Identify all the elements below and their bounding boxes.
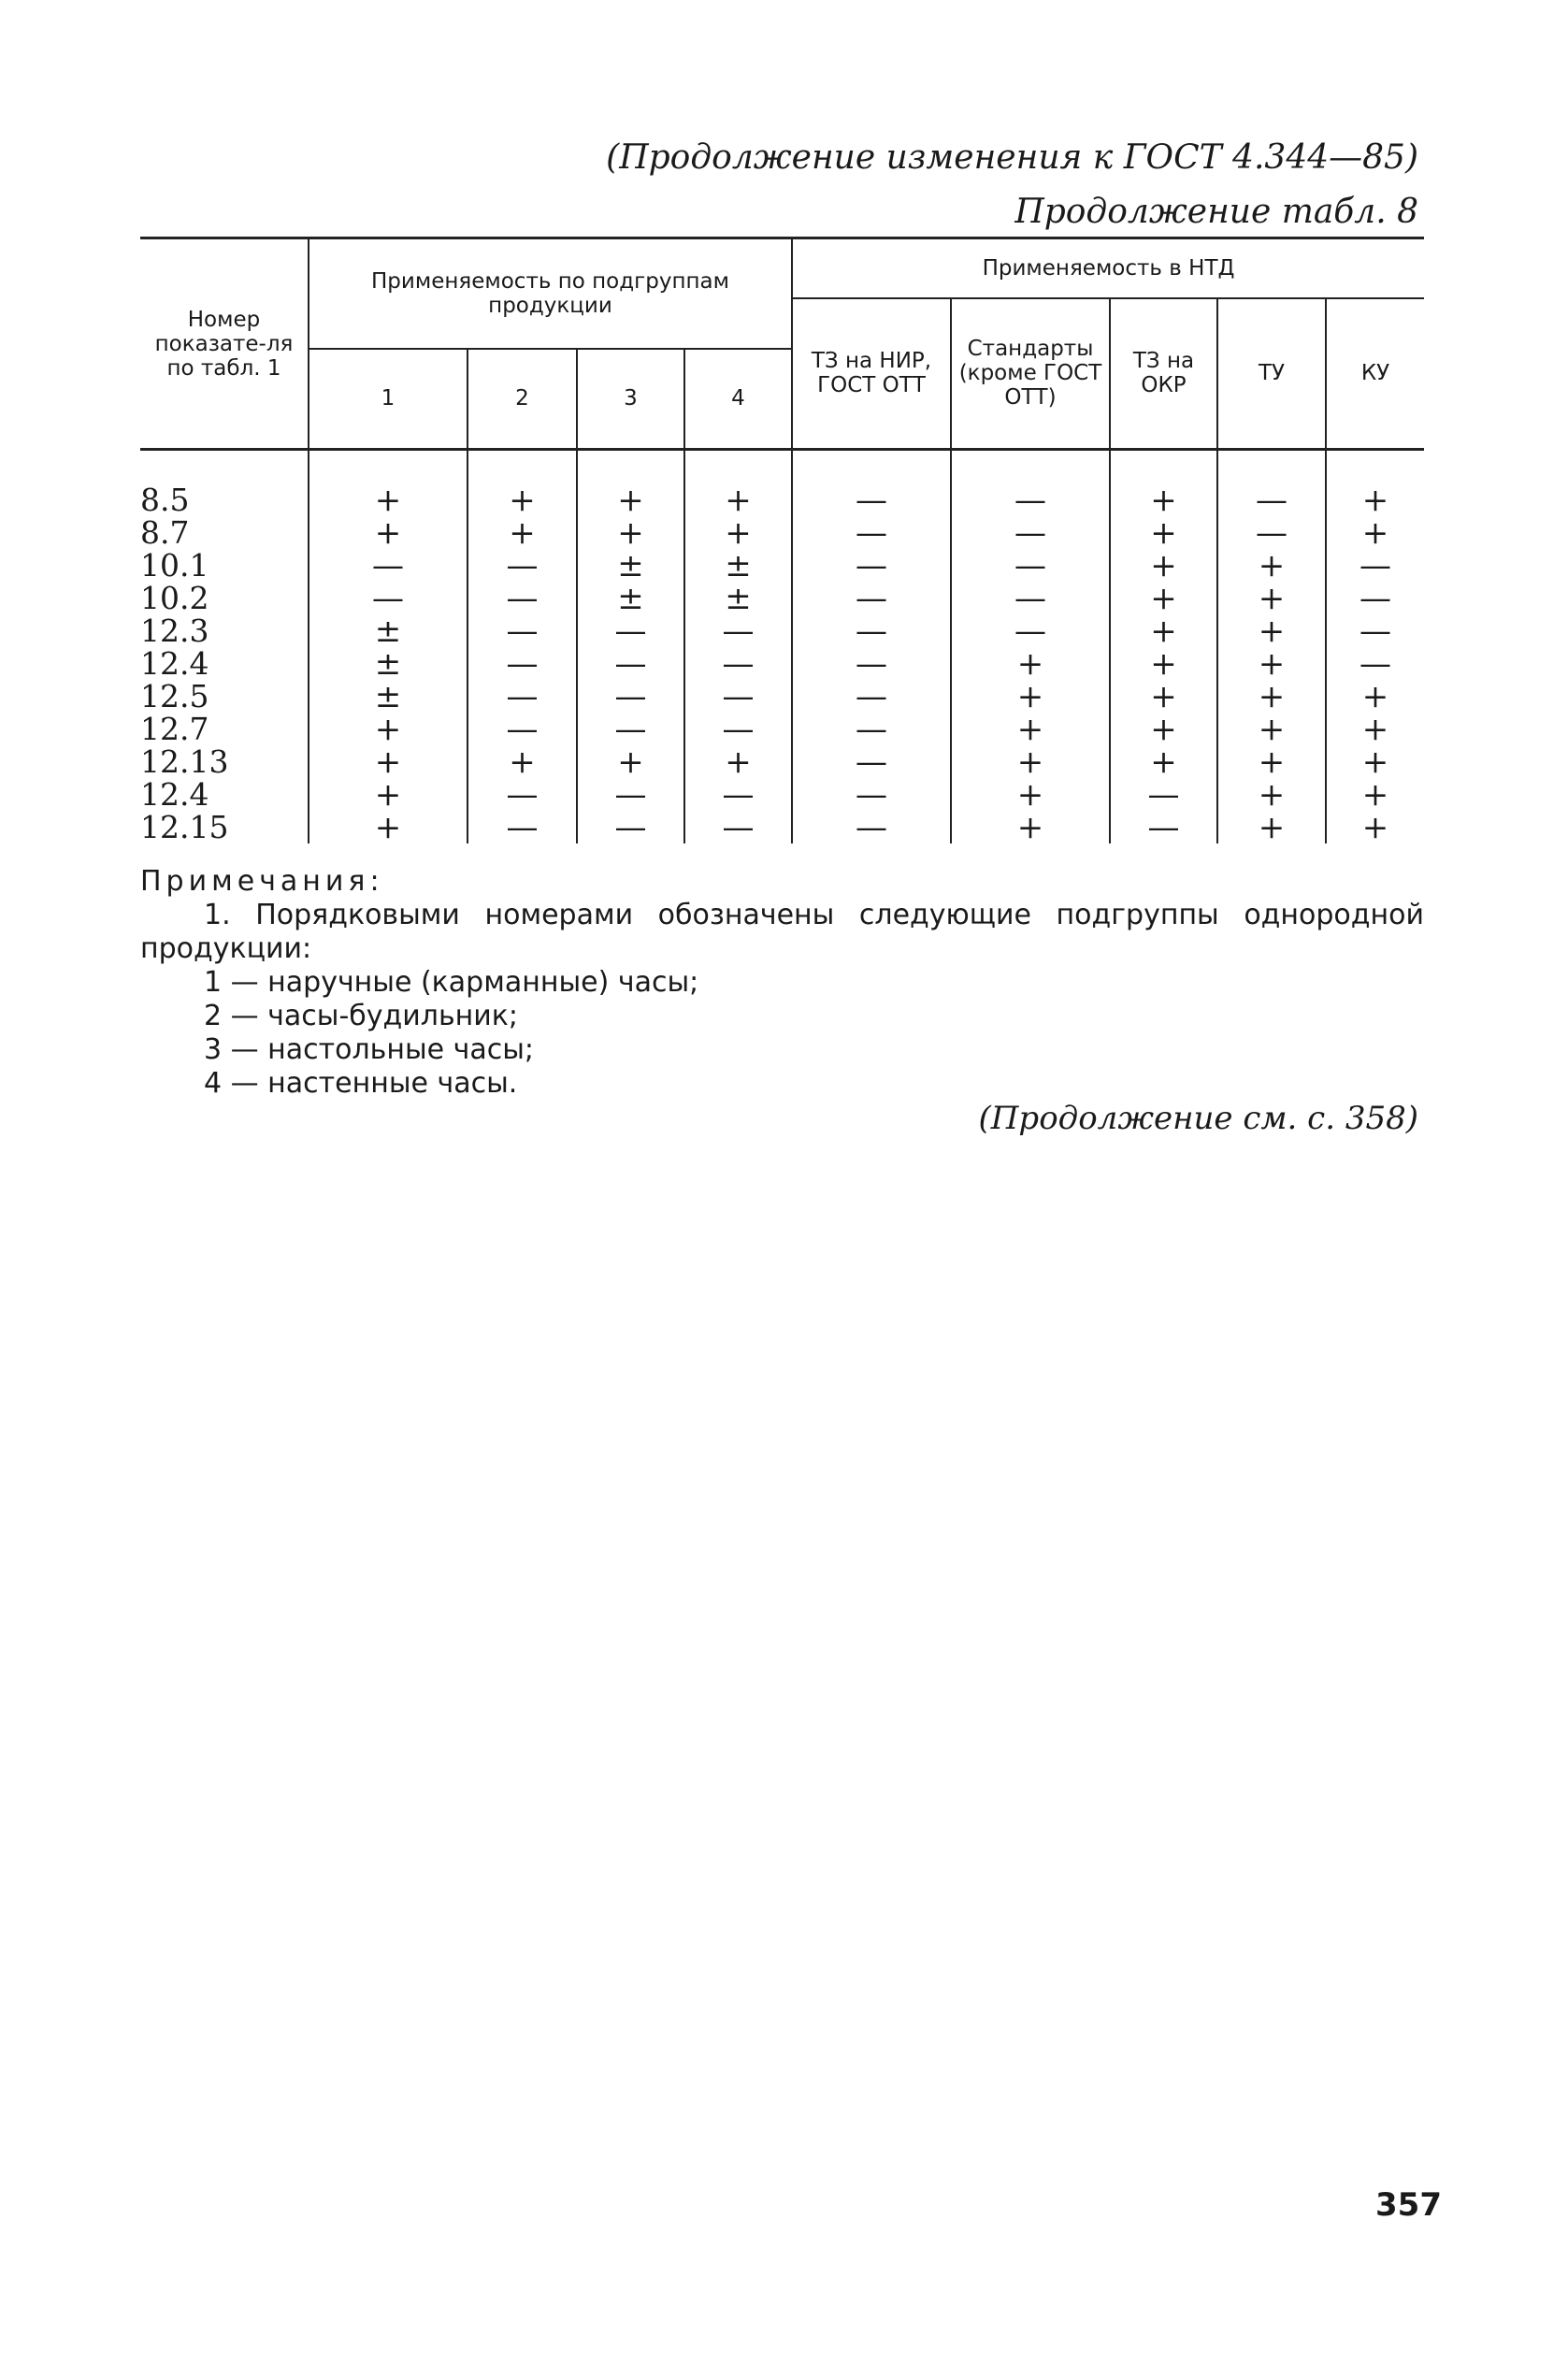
applicability-cell (1110, 742, 1217, 781)
doc-type-header: ТЗ на НИР, ГОСТ ОТТ (792, 298, 951, 450)
applicability-mark: + (1150, 546, 1177, 584)
applicability-cell (577, 710, 684, 748)
applicability-cell (1217, 546, 1326, 584)
applicability-mark: + (1150, 677, 1177, 715)
applicability-cell (1326, 546, 1424, 584)
applicability-cell (577, 513, 684, 552)
applicability-mark: — (506, 775, 539, 814)
applicability-mark: + (1016, 710, 1044, 748)
notes-section (140, 865, 1424, 1101)
applicability-mark: + (617, 513, 644, 552)
row-number: 12.15 (140, 808, 229, 845)
applicability-mark: — (1014, 481, 1046, 519)
applicability-cell (684, 579, 792, 617)
applicability-cell (468, 644, 577, 683)
table-row (140, 778, 1424, 811)
applicability-cell (468, 808, 577, 846)
applicability-cell (951, 710, 1110, 748)
applicability-cell (468, 546, 577, 584)
applicability-mark: + (1150, 710, 1177, 748)
row-number: 12.4 (140, 775, 209, 813)
applicability-mark: — (506, 710, 539, 748)
applicability-cell (1217, 579, 1326, 617)
applicability-mark: + (725, 513, 752, 552)
applicability-mark: + (1016, 644, 1044, 683)
applicability-mark: + (1150, 513, 1177, 552)
applicability-mark: + (725, 742, 752, 781)
applicability-mark: — (1359, 579, 1392, 617)
applicability-cell (684, 612, 792, 650)
applicability-cell (1110, 677, 1217, 715)
applicability-mark: — (506, 808, 539, 846)
subgroup-header: 2 (468, 349, 577, 450)
doc-type-header: ТЗ на ОКР (1110, 298, 1217, 450)
table-continuation-header: Продолжение табл. 8 (1014, 193, 1418, 231)
applicability-mark: + (1258, 710, 1286, 748)
applicability-cell (1110, 808, 1217, 846)
applicability-mark: + (374, 481, 402, 519)
row-number: 8.7 (140, 513, 190, 551)
applicability-cell (1217, 775, 1326, 814)
applicability-mark: — (1359, 644, 1392, 683)
table-row (140, 614, 1424, 647)
applicability-mark: + (509, 513, 536, 552)
applicability-cell (792, 775, 951, 814)
applicability-mark: + (1258, 808, 1286, 846)
applicability-cell (1217, 481, 1326, 519)
applicability-cell (951, 775, 1110, 814)
applicability-cell (1110, 710, 1217, 748)
applicability-mark: + (1361, 808, 1389, 846)
applicability-cell (309, 513, 468, 552)
row-number: 12.7 (140, 710, 209, 747)
applicability-mark: — (614, 612, 647, 650)
applicability-cell (1326, 775, 1424, 814)
table-row (140, 582, 1424, 614)
applicability-cell (1217, 808, 1326, 846)
applicability-mark: — (722, 677, 755, 715)
applicability-cell (792, 644, 951, 683)
applicability-mark: — (1359, 612, 1392, 650)
applicability-mark: + (1016, 677, 1044, 715)
subgroup-applicability-header: Применяемость по подгруппам продукции (309, 238, 792, 349)
applicability-mark: — (506, 677, 539, 715)
applicability-mark: + (617, 742, 644, 781)
applicability-mark: — (1014, 513, 1046, 552)
applicability-cell (577, 644, 684, 683)
applicability-cell (1110, 775, 1217, 814)
applicability-cell (792, 513, 951, 552)
notes-title: Примечания: (140, 865, 384, 898)
applicability-mark: — (372, 546, 404, 584)
table-body (140, 450, 1424, 844)
applicability-mark: + (1361, 481, 1389, 519)
applicability-cell (577, 808, 684, 846)
applicability-cell (792, 742, 951, 781)
applicability-cell (951, 677, 1110, 715)
applicability-cell (1217, 612, 1326, 650)
applicability-mark: + (1361, 677, 1389, 715)
applicability-mark: — (1014, 579, 1046, 617)
applicability-cell (309, 644, 468, 683)
applicability-mark: + (1016, 775, 1044, 814)
applicability-cell (468, 677, 577, 715)
applicability-mark: + (1150, 644, 1177, 683)
applicability-cell (1217, 677, 1326, 715)
applicability-mark: + (1361, 710, 1389, 748)
applicability-cell (577, 546, 684, 584)
applicability-mark: — (1014, 612, 1046, 650)
applicability-mark: — (614, 775, 647, 814)
applicability-mark: + (374, 775, 402, 814)
applicability-cell (577, 579, 684, 617)
applicability-cell (1110, 644, 1217, 683)
applicability-cell (684, 677, 792, 715)
row-number: 8.5 (140, 481, 190, 518)
applicability-mark: — (506, 546, 539, 584)
note-item: 1 — наручные (карманные) часы; (204, 966, 699, 999)
row-number: 10.1 (140, 546, 209, 584)
applicability-mark: + (374, 513, 402, 552)
applicability-mark: + (374, 742, 402, 781)
applicability-cell (309, 775, 468, 814)
applicability-cell (577, 677, 684, 715)
applicability-cell (1326, 677, 1424, 715)
applicability-cell (1110, 612, 1217, 650)
applicability-mark: — (614, 644, 647, 683)
applicability-cell (684, 546, 792, 584)
applicability-cell (1326, 644, 1424, 683)
applicability-mark: ± (725, 579, 752, 617)
applicability-mark: + (374, 808, 402, 846)
applicability-cell (951, 546, 1110, 584)
applicability-cell (684, 644, 792, 683)
applicability-cell (1326, 808, 1424, 846)
applicability-cell (951, 579, 1110, 617)
applicability-cell (309, 579, 468, 617)
applicability-cell (1326, 742, 1424, 781)
applicability-cell (577, 612, 684, 650)
applicability-cell (951, 742, 1110, 781)
applicability-cell (951, 481, 1110, 519)
applicability-mark: — (506, 612, 539, 650)
applicability-mark: — (856, 775, 887, 814)
applicability-mark: + (1016, 808, 1044, 846)
applicability-cell (1326, 579, 1424, 617)
row-number: 10.2 (140, 579, 209, 616)
applicability-mark: + (725, 481, 752, 519)
row-number: 12.4 (140, 644, 209, 682)
applicability-cell (309, 677, 468, 715)
applicability-cell (309, 612, 468, 650)
applicability-cell (792, 612, 951, 650)
applicability-cell (309, 742, 468, 781)
applicability-mark: — (856, 644, 887, 683)
applicability-mark: ± (617, 579, 644, 617)
applicability-mark: — (1147, 808, 1180, 846)
applicability-cell (577, 742, 684, 781)
continued-note: (Продолжение см. с. 358) (978, 1100, 1418, 1137)
row-number: 12.5 (140, 677, 209, 714)
applicability-mark: + (1258, 579, 1286, 617)
applicability-mark: — (1256, 513, 1287, 552)
applicability-mark: — (722, 644, 755, 683)
applicability-cell (1217, 513, 1326, 552)
applicability-cell (577, 775, 684, 814)
note-item: 3 — настольные часы; (204, 1033, 535, 1066)
applicability-mark: — (614, 677, 647, 715)
ntd-applicability-header: Применяемость в НТД (792, 238, 1424, 298)
continuation-header: (Продолжение изменения к ГОСТ 4.344—85) (606, 138, 1418, 177)
applicability-cell (792, 808, 951, 846)
applicability-cell (309, 808, 468, 846)
doc-type-header: ТУ (1217, 298, 1326, 450)
applicability-cell (468, 513, 577, 552)
applicability-cell (1217, 710, 1326, 748)
applicability-mark: + (1150, 742, 1177, 781)
applicability-mark: — (722, 710, 755, 748)
note-item: 4 — настенные часы. (204, 1067, 518, 1100)
applicability-mark: + (1150, 612, 1177, 650)
applicability-mark: — (1256, 481, 1287, 519)
table-row (140, 516, 1424, 549)
applicability-cell (577, 481, 684, 519)
applicability-cell (468, 612, 577, 650)
table-row (140, 745, 1424, 778)
applicability-mark: — (506, 644, 539, 683)
applicability-mark: + (1361, 513, 1389, 552)
applicability-mark: + (1150, 579, 1177, 617)
applicability-mark: — (722, 612, 755, 650)
applicability-cell (1217, 644, 1326, 683)
applicability-mark: — (722, 775, 755, 814)
applicability-mark: + (1150, 481, 1177, 519)
row-number: 12.13 (140, 742, 229, 780)
applicability-mark: — (614, 808, 647, 846)
applicability-mark: + (1258, 742, 1286, 781)
applicability-mark: ± (617, 546, 644, 584)
applicability-cell (1110, 481, 1217, 519)
applicability-cell (951, 808, 1110, 846)
table-row (140, 647, 1424, 680)
applicability-mark: + (374, 710, 402, 748)
applicability-cell (468, 579, 577, 617)
table-row (140, 811, 1424, 843)
applicability-mark: + (1016, 742, 1044, 781)
applicability-mark: — (372, 579, 404, 617)
applicability-cell (1110, 513, 1217, 552)
applicability-cell (684, 481, 792, 519)
applicability-cell (792, 710, 951, 748)
applicability-mark: + (617, 481, 644, 519)
applicability-cell (1326, 710, 1424, 748)
applicability-cell (792, 546, 951, 584)
applicability-cell (309, 710, 468, 748)
applicability-mark: + (1258, 546, 1286, 584)
table-row (140, 713, 1424, 745)
applicability-cell (684, 513, 792, 552)
applicability-cell (468, 742, 577, 781)
applicability-mark: — (856, 710, 887, 748)
applicability-cell (684, 775, 792, 814)
applicability-mark: + (509, 481, 536, 519)
applicability-mark: + (1361, 775, 1389, 814)
applicability-cell (792, 579, 951, 617)
applicability-mark: — (614, 710, 647, 748)
table-row (140, 549, 1424, 582)
applicability-mark: — (856, 513, 887, 552)
applicability-cell (951, 513, 1110, 552)
applicability-cell (309, 546, 468, 584)
applicability-mark: — (1147, 775, 1180, 814)
applicability-mark: — (506, 579, 539, 617)
subgroup-header: 3 (577, 349, 684, 450)
applicability-mark: — (856, 612, 887, 650)
applicability-mark: ± (374, 612, 402, 650)
stub-header: Номер показате-ля по табл. 1 (140, 238, 309, 450)
applicability-mark: — (722, 808, 755, 846)
applicability-mark: + (1258, 644, 1286, 683)
doc-type-header: КУ (1326, 298, 1424, 450)
applicability-mark: — (856, 808, 887, 846)
table-row (140, 680, 1424, 713)
subgroup-header: 4 (684, 349, 792, 450)
applicability-cell (1326, 513, 1424, 552)
applicability-mark: ± (725, 546, 752, 584)
applicability-mark: — (856, 742, 887, 781)
applicability-cell (684, 742, 792, 781)
applicability-mark: — (1014, 546, 1046, 584)
applicability-cell (684, 710, 792, 748)
applicability-table (140, 237, 1424, 846)
applicability-mark: + (1258, 612, 1286, 650)
applicability-cell (792, 481, 951, 519)
applicability-mark: — (1359, 546, 1392, 584)
applicability-cell (1217, 742, 1326, 781)
applicability-mark: — (856, 546, 887, 584)
applicability-cell (1110, 579, 1217, 617)
row-number: 12.3 (140, 612, 209, 649)
applicability-cell (1110, 546, 1217, 584)
applicability-cell (792, 677, 951, 715)
applicability-cell (684, 808, 792, 846)
applicability-cell (309, 481, 468, 519)
subgroup-header: 1 (309, 349, 468, 450)
applicability-mark: ± (374, 677, 402, 715)
applicability-cell (468, 710, 577, 748)
applicability-mark: — (856, 579, 887, 617)
applicability-cell (951, 644, 1110, 683)
applicability-mark: ± (374, 644, 402, 683)
note-item: 2 — часы-будильник; (204, 1000, 518, 1032)
applicability-cell (1326, 481, 1424, 519)
table-row (140, 483, 1424, 516)
applicability-cell (468, 775, 577, 814)
doc-type-header: Стандарты (кроме ГОСТ ОТТ) (951, 298, 1110, 450)
applicability-mark: — (856, 481, 887, 519)
applicability-mark: — (856, 677, 887, 715)
applicability-mark: + (1361, 742, 1389, 781)
applicability-mark: + (509, 742, 536, 781)
applicability-cell (468, 481, 577, 519)
page-number: 357 (1375, 2186, 1442, 2224)
applicability-mark: + (1258, 775, 1286, 814)
applicability-mark: + (1258, 677, 1286, 715)
note-1: 1. Порядковыми номерами обозначены следующие подгруппы однородной продукции: (140, 899, 1424, 965)
applicability-cell (1326, 612, 1424, 650)
applicability-cell (951, 612, 1110, 650)
